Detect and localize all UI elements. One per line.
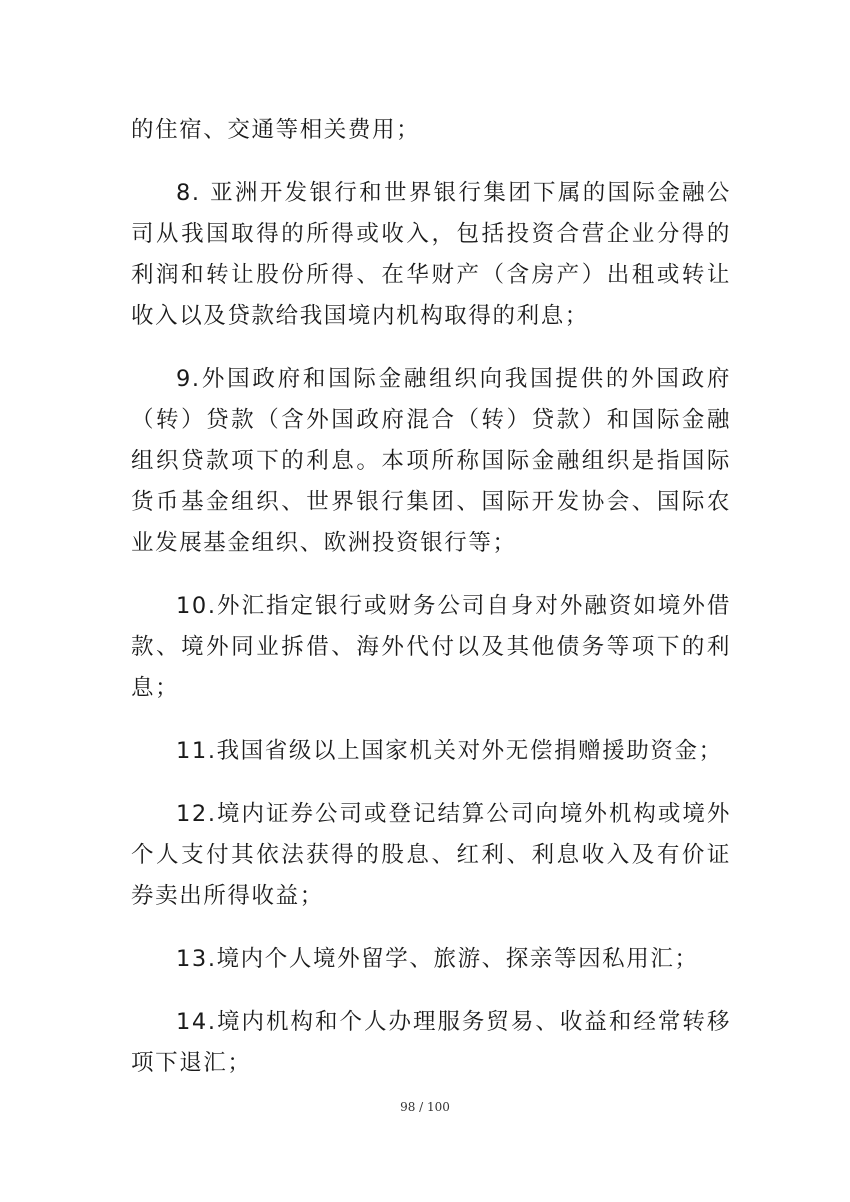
paragraph-item-11: 11.我国省级以上国家机关对外无偿捐赠援助资金； xyxy=(176,738,723,764)
paragraph-continuation: 的住宿、交通等相关费用； xyxy=(131,117,421,143)
document-body xyxy=(131,110,731,1106)
paragraph-item-14: 14.境内机构和个人办理服务贸易、收益和经常转移项下退汇； xyxy=(131,1009,731,1076)
paragraph-item-10: 10.外汇指定银行或财务公司自身对外融资如境外借款、境外同业拆借、海外代付以及其他债务等项下的利息； xyxy=(131,593,731,701)
page-number: 98 / 100 xyxy=(400,1100,450,1114)
paragraph-item-8: 8. 亚洲开发银行和世界银行集团下属的国际金融公司从我国取得的所得或收入，包括投资合营企业分得的利润和转让股份所得、在华财产（含房产）出租或转让收入以及贷款给我国境内机构取得的利息； xyxy=(131,180,731,329)
paragraph-item-9: 9.外国政府和国际金融组织向我国提供的外国政府（转）贷款（含外国政府混合（转）贷款）和国际金融组织贷款项下的利息。本项所称国际金融组织是指国际货币基金组织、世界银行集团、国际开发协会、国际农业发展基金组织、欧洲投资银行等； xyxy=(131,366,731,556)
paragraph-item-12: 12.境内证券公司或登记结算公司向境外机构或境外个人支付其依法获得的股息、红利、利息收入及有价证券卖出所得收益； xyxy=(131,801,731,909)
paragraph-item-13: 13.境内个人境外留学、旅游、探亲等因私用汇； xyxy=(176,946,699,972)
